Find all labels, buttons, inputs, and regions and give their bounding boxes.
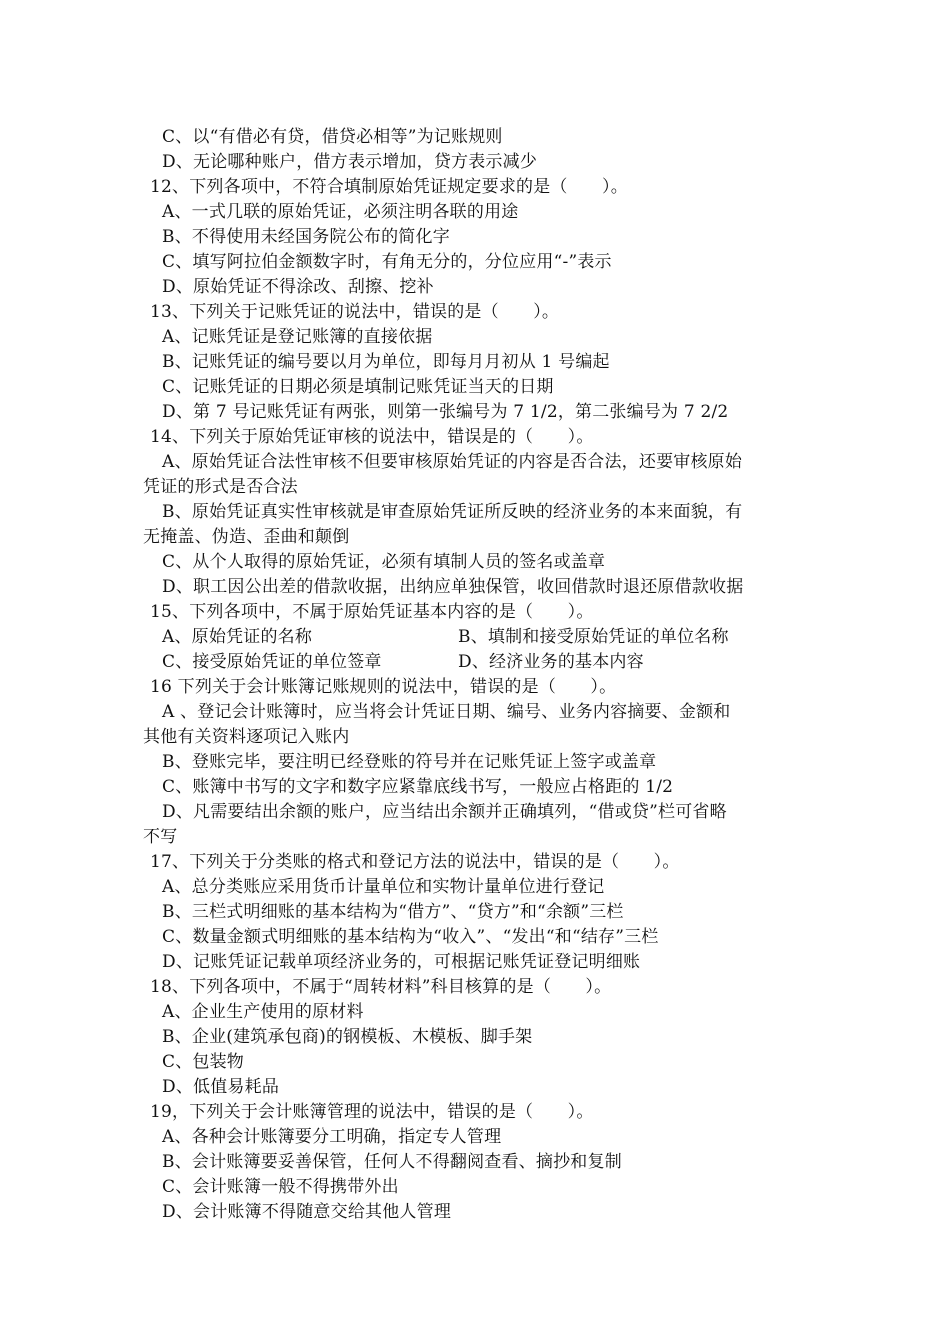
line-text: 13、下列关于记账凭证的说法中，错误的是（ ）。 xyxy=(150,302,560,322)
option-line xyxy=(0,575,950,600)
line-text: B、不得使用未经国务院公布的简化字 xyxy=(162,227,450,247)
option-line xyxy=(0,750,950,775)
line-text: 凭证的形式是否合法 xyxy=(143,477,298,497)
option-line xyxy=(0,1200,950,1225)
continuation-line xyxy=(0,725,950,750)
option-line xyxy=(0,275,950,300)
option-line xyxy=(0,625,950,650)
line-text: D、记账凭证记载单项经济业务的，可根据记账凭证登记明细账 xyxy=(162,952,641,972)
line-text: 14、下列关于原始凭证审核的说法中，错误是的（ ）。 xyxy=(150,427,594,447)
option-line xyxy=(0,450,950,475)
question-line xyxy=(0,850,950,875)
line-text: 不写 xyxy=(143,827,178,847)
line-text: A 、登记会计账簿时，应当将会计凭证日期、编号、业务内容摘要、金额和 xyxy=(162,702,731,722)
option-line xyxy=(0,700,950,725)
line-text: A、各种会计账簿要分工明确，指定专人管理 xyxy=(162,1127,502,1147)
line-text: A、原始凭证的名称 xyxy=(162,627,313,647)
line-text: B、三栏式明细账的基本结构为“借方”、“贷方”和“余额”三栏 xyxy=(162,902,624,922)
continuation-line xyxy=(0,525,950,550)
option-line xyxy=(0,925,950,950)
line-text: C、接受原始凭证的单位签章 xyxy=(162,652,382,672)
line-text: B、原始凭证真实性审核就是审查原始凭证所反映的经济业务的本来面貌，有 xyxy=(162,502,743,522)
line-text: D、会计账簿不得随意交给其他人管理 xyxy=(162,1202,452,1222)
option-line xyxy=(0,1175,950,1200)
line-text: A、总分类账应采用货币计量单位和实物计量单位进行登记 xyxy=(162,877,605,897)
line-text: A、记账凭证是登记账簿的直接依据 xyxy=(162,327,433,347)
option-line xyxy=(0,325,950,350)
option-line xyxy=(0,1125,950,1150)
option-line xyxy=(0,125,950,150)
line-text: D、凡需要结出余额的账户，应当结出余额并正确填列，“借或贷”栏可省略 xyxy=(162,802,727,822)
option-line xyxy=(0,1025,950,1050)
line-text: A、一式几联的原始凭证，必须注明各联的用途 xyxy=(162,202,519,222)
option-line xyxy=(0,150,950,175)
line-text: C、从个人取得的原始凭证，必须有填制人员的签名或盖章 xyxy=(162,552,606,572)
continuation-line xyxy=(0,475,950,500)
line-text: C、记账凭证的日期必须是填制记账凭证当天的日期 xyxy=(162,377,554,397)
line-text: 17、下列关于分类账的格式和登记方法的说法中，错误的是（ ）。 xyxy=(150,852,680,872)
option-line xyxy=(0,500,950,525)
line-text: 15、下列各项中，不属于原始凭证基本内容的是（ ）。 xyxy=(150,602,594,622)
line-text: D、低值易耗品 xyxy=(162,1077,280,1097)
line-text: 无掩盖、伪造、歪曲和颠倒 xyxy=(143,527,350,547)
option-line xyxy=(0,375,950,400)
line-text: 16 下列关于会计账簿记账规则的说法中，错误的是（ ）。 xyxy=(150,677,617,697)
option-line xyxy=(0,1075,950,1100)
option-line xyxy=(0,650,950,675)
line-text: C、数量金额式明细账的基本结构为“收入”、“发出“和“结存”三栏 xyxy=(162,927,659,947)
second-column-text: B、填制和接受原始凭证的单位名称 xyxy=(458,627,729,647)
line-text: 12、下列各项中，不符合填制原始凭证规定要求的是（ ）。 xyxy=(150,177,628,197)
line-text: B、企业(建筑承包商)的钢模板、木模板、脚手架 xyxy=(162,1027,533,1047)
question-line xyxy=(0,1100,950,1125)
option-line xyxy=(0,400,950,425)
question-line xyxy=(0,175,950,200)
question-line xyxy=(0,675,950,700)
document-page xyxy=(0,125,950,1225)
option-line xyxy=(0,875,950,900)
question-line xyxy=(0,600,950,625)
option-line xyxy=(0,775,950,800)
line-text: D、无论哪种账户，借方表示增加，贷方表示减少 xyxy=(162,152,538,172)
line-text: B、会计账簿要妥善保管，任何人不得翻阅查看、摘抄和复制 xyxy=(162,1152,622,1172)
line-text: 18、下列各项中，不属于“周转材料”科目核算的是（ ）。 xyxy=(150,977,612,997)
option-line xyxy=(0,1150,950,1175)
line-text: A、企业生产使用的原材料 xyxy=(162,1002,364,1022)
question-line xyxy=(0,300,950,325)
line-text: D、第 7 号记账凭证有两张，则第一张编号为 7 1/2，第二张编号为 7 2/2 xyxy=(162,402,729,422)
option-line xyxy=(0,1000,950,1025)
option-line xyxy=(0,900,950,925)
line-text: C、账簿中书写的文字和数字应紧靠底线书写，一般应占格距的 1/2 xyxy=(162,777,674,797)
option-line xyxy=(0,200,950,225)
continuation-line xyxy=(0,825,950,850)
line-text: D、职工因公出差的借款收据，出纳应单独保管，收回借款时退还原借款收据 xyxy=(162,577,744,597)
line-text: B、记账凭证的编号要以月为单位，即每月月初从 1 号编起 xyxy=(162,352,610,372)
line-text: A、原始凭证合法性审核不但要审核原始凭证的内容是否合法，还要审核原始 xyxy=(162,452,743,472)
second-column-text: D、经济业务的基本内容 xyxy=(458,652,644,672)
question-line xyxy=(0,425,950,450)
line-text: C、填写阿拉伯金额数字时，有角无分的，分位应用“-”表示 xyxy=(162,252,612,272)
option-line xyxy=(0,350,950,375)
option-line xyxy=(0,950,950,975)
line-text: C、会计账簿一般不得携带外出 xyxy=(162,1177,399,1197)
line-text: D、原始凭证不得涂改、刮擦、挖补 xyxy=(162,277,434,297)
line-text: C、以“有借必有贷，借贷必相等”为记账规则 xyxy=(162,127,503,147)
option-line xyxy=(0,550,950,575)
option-line xyxy=(0,1050,950,1075)
line-text: 其他有关资料逐项记入账内 xyxy=(143,727,350,747)
line-text: C、包装物 xyxy=(162,1052,245,1072)
option-line xyxy=(0,800,950,825)
line-text: 19，下列关于会计账簿管理的说法中，错误的是（ ）。 xyxy=(150,1102,594,1122)
line-text: B、登账完毕，要注明已经登账的符号并在记账凭证上签字或盖章 xyxy=(162,752,657,772)
question-line xyxy=(0,975,950,1000)
option-line xyxy=(0,225,950,250)
option-line xyxy=(0,250,950,275)
